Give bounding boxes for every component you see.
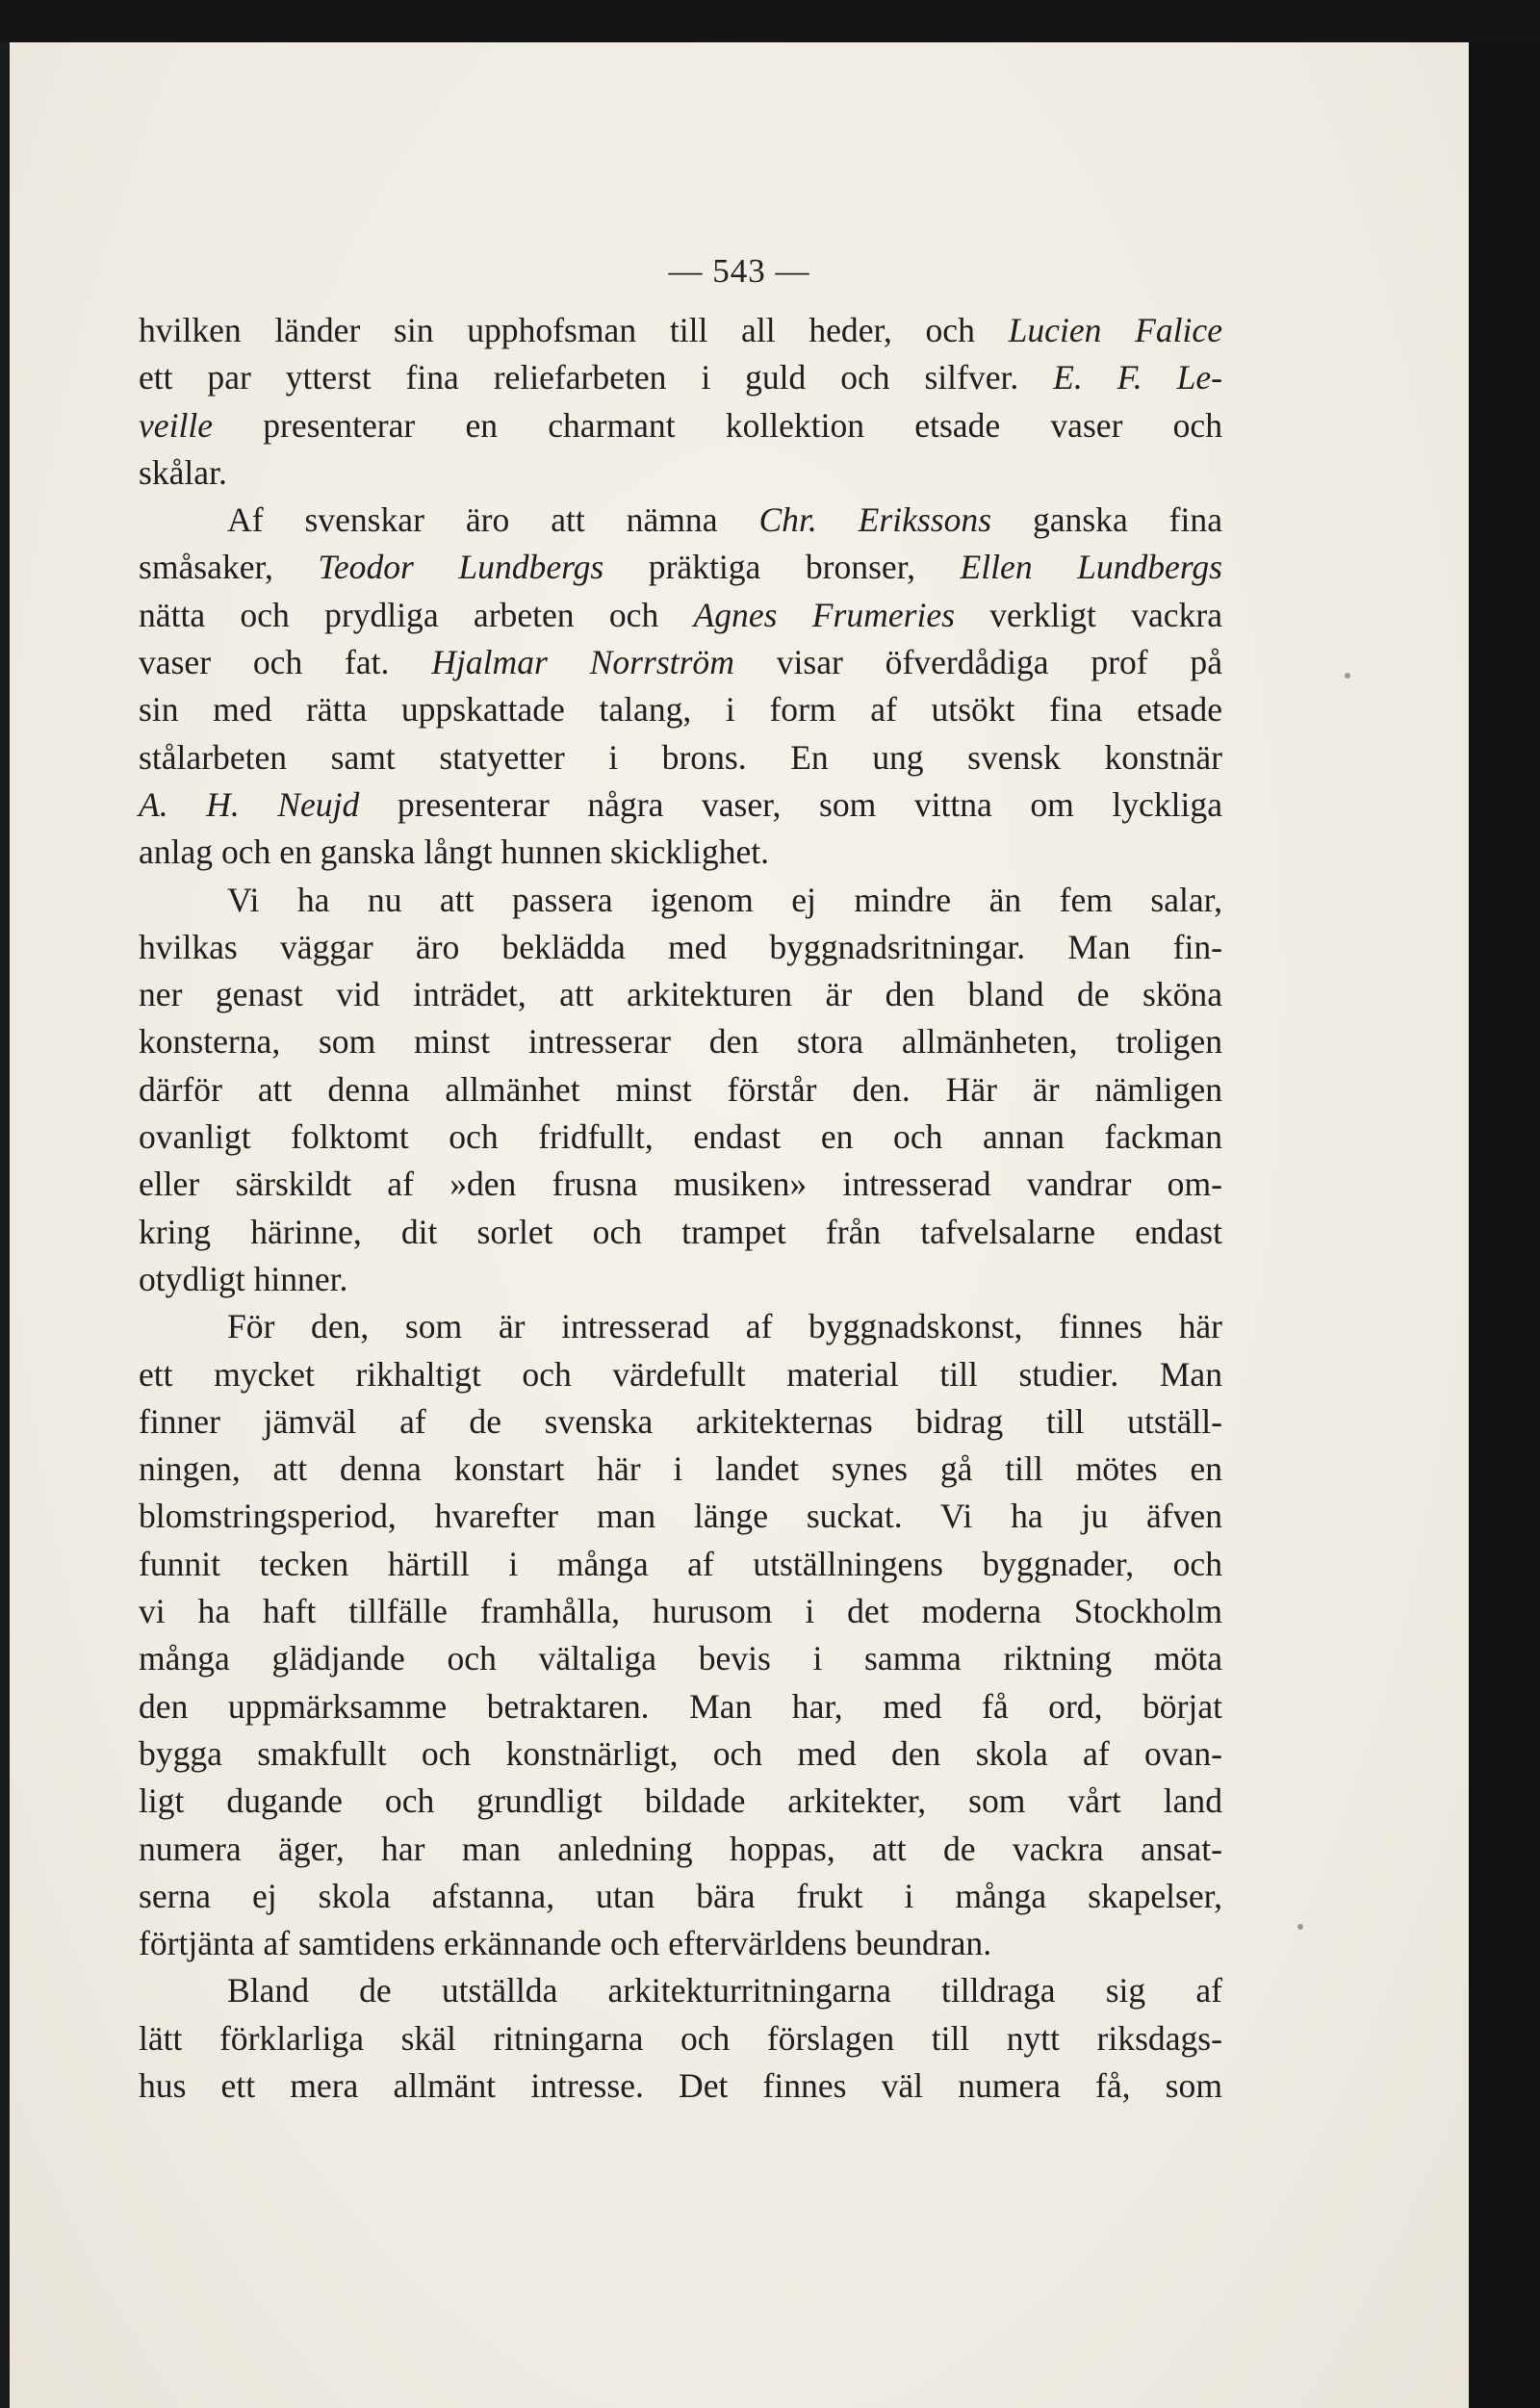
text-line: [139, 402, 1222, 449]
text-line: [139, 354, 1222, 401]
text-run: vaser och fat.: [139, 643, 432, 682]
italic-name: Lucien Falice: [1008, 311, 1222, 349]
text-line: [139, 1303, 1222, 1350]
text-run: numera äger, har man anledning hoppas, att de vackra ansat-: [139, 1829, 1222, 1868]
text-line: [139, 924, 1222, 971]
text-line: [139, 497, 1222, 544]
text-run: verkligt vackra: [954, 595, 1223, 634]
text-run: ganska fina: [991, 500, 1222, 540]
text-run: anlag och en ganska långt hunnen skicklighet.: [139, 833, 770, 872]
text-run: ner genast vid inträdet, att arkitekturen är den bland de sköna: [139, 975, 1222, 1014]
text-line: [139, 686, 1222, 733]
text-line: [139, 1209, 1222, 1256]
text-run: präktiga bronser,: [603, 548, 961, 587]
text-line: [139, 829, 1222, 876]
text-run: hus ett mera allmänt intresse. Det finnes väl numera få, som: [139, 2065, 1222, 2105]
text-run: visar öfverdådiga prof på: [733, 643, 1222, 682]
text-line: [139, 1161, 1222, 1208]
text-run: konsterna, som minst intresserar den stora allmänheten, troligen: [139, 1022, 1222, 1062]
text-run: den uppmärksamme betraktaren. Man har, med få ord, börjat: [139, 1686, 1222, 1726]
book-page: [10, 42, 1469, 2408]
text-line: [139, 1541, 1222, 1588]
text-run: ovanligt folktomt och fridfullt, endast en och annan fackman: [139, 1117, 1222, 1157]
text-run: finner jämväl af de svenska arkitekternas bidrag till utställ-: [139, 1401, 1222, 1441]
text-run: vi ha haft tillfälle framhålla, hurusom i det moderna Stockholm: [139, 1592, 1222, 1631]
text-run: skålar.: [139, 452, 227, 492]
text-run: Bland de utställda arkitekturritningarna tilldraga sig af: [227, 1971, 1222, 2011]
text-line: [139, 781, 1222, 829]
text-run: hvilkas väggar äro beklädda med byggnadsritningar. Man fin-: [139, 927, 1222, 966]
text-line: [139, 449, 1222, 497]
text-run: ningen, att denna konstart här i landet synes gå till mötes en: [139, 1449, 1222, 1489]
italic-name: Teodor Lundbergs: [318, 548, 604, 587]
page-number: — 543 —: [668, 252, 810, 290]
text-line: [139, 877, 1222, 924]
text-line: [139, 307, 1222, 354]
text-run: ett mycket rikhaltigt och värdefullt material till studier. Man: [139, 1354, 1222, 1394]
text-run: ett par ytterst fina reliefarbeten i guld och silfver.: [139, 358, 1054, 397]
text-line: [139, 971, 1222, 1018]
text-line: [139, 1446, 1222, 1493]
text-line: [139, 1256, 1222, 1303]
text-line: [139, 1351, 1222, 1398]
text-line: [139, 1683, 1222, 1730]
text-run: bygga smakfullt och konstnärligt, och med den skola af ovan-: [139, 1733, 1222, 1773]
italic-name: A. H. Neujd: [139, 784, 360, 824]
text-run: därför att denna allmänhet minst förstår den. Här är nämligen: [139, 1069, 1222, 1109]
text-line: [139, 1778, 1222, 1825]
text-line: [139, 1066, 1222, 1114]
text-line: [139, 1588, 1222, 1635]
text-run: ligt dugande och grundligt bildade arkitekter, som vårt land: [139, 1781, 1222, 1821]
text-line: [139, 639, 1222, 686]
text-line: [139, 1920, 1222, 1967]
text-run: presenterar några vaser, som vittna om lyckliga: [359, 784, 1222, 824]
text-line: [139, 734, 1222, 781]
text-run: För den, som är intresserad af byggnadskonst, finnes här: [227, 1307, 1222, 1346]
text-line: [139, 1398, 1222, 1446]
text-line: [139, 1826, 1222, 1873]
text-line: [139, 1635, 1222, 1682]
italic-name: Agnes Frumeries: [693, 595, 955, 634]
text-line: [139, 1114, 1222, 1161]
text-run: förtjänta af samtidens erkännande och eftervärldens beundran.: [139, 1924, 992, 1963]
text-line: [139, 1018, 1222, 1065]
text-run: sin med rätta uppskattade talang, i form af utsökt fina etsade: [139, 690, 1222, 730]
text-run: eller särskildt af »den frusna musiken» intresserad vandrar om-: [139, 1165, 1222, 1204]
scan-background-edge: [1469, 42, 1540, 2408]
text-run: nätta och prydliga arbeten och: [139, 595, 694, 634]
text-line: [139, 544, 1222, 591]
text-line: [139, 1967, 1222, 2014]
italic-name: Ellen Lundbergs: [960, 548, 1223, 587]
scan-background-top: [0, 0, 1540, 42]
text-run: hvilken länder sin upphofsman till all heder, och: [139, 311, 1009, 349]
text-run: många glädjande och vältaliga bevis i samma riktning möta: [139, 1639, 1222, 1678]
text-line: [139, 1493, 1222, 1540]
italic-name: Hjalmar Norrström: [431, 643, 734, 682]
text-line: [139, 1873, 1222, 1920]
text-run: serna ej skola afstanna, utan bära frukt i många skapelser,: [139, 1876, 1222, 1915]
text-line: [139, 1730, 1222, 1778]
paper-speck: [1297, 1924, 1303, 1930]
body-text: [139, 307, 1222, 2110]
italic-name: E. F. Le-: [1053, 358, 1222, 397]
italic-name: Chr. Erikssons: [758, 500, 992, 540]
text-run: presenterar en charmant kollektion etsade vaser och: [213, 405, 1222, 445]
text-line: [139, 2015, 1222, 2062]
text-run: blomstringsperiod, hvarefter man länge suckat. Vi ha ju äfven: [139, 1497, 1222, 1536]
text-run: lätt förklarliga skäl ritningarna och förslagen till nytt riksdags-: [139, 2018, 1222, 2058]
text-line: [139, 2062, 1222, 2110]
italic-name: veille: [139, 405, 214, 445]
text-run: kring härinne, dit sorlet och trampet från tafvelsalarne endast: [139, 1212, 1222, 1251]
paper-speck: [1345, 673, 1350, 679]
text-line: [139, 592, 1222, 639]
text-run: småsaker,: [139, 548, 319, 587]
text-run: otydligt hinner.: [139, 1259, 348, 1298]
text-run: stålarbeten samt statyetter i brons. En ung svensk konstnär: [139, 737, 1222, 777]
text-run: Af svenskar äro att nämna: [227, 500, 759, 540]
text-run: funnit tecken härtill i många af utställningens byggnader, och: [139, 1544, 1222, 1583]
text-run: Vi ha nu att passera igenom ej mindre än fem salar,: [227, 880, 1222, 919]
